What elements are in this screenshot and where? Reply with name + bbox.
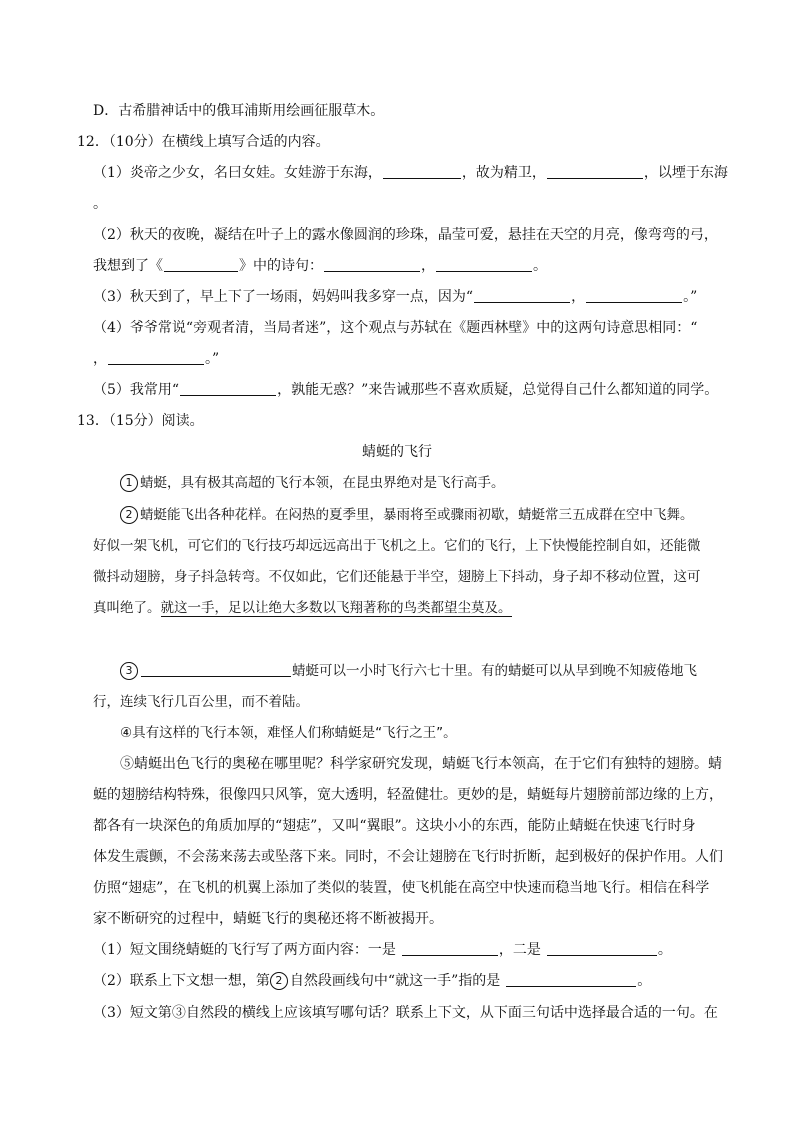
passage-paragraph-2-line4: 真叫绝了。就这一手，足以让绝大多数以飞翔著称的鸟类都望尘莫及。 xyxy=(93,600,512,616)
q12-item4-line2: ， 。” xyxy=(93,351,220,367)
answer-blank[interactable] xyxy=(547,940,657,956)
answer-blank[interactable] xyxy=(383,163,461,179)
passage-paragraph-2-line2: 好似一架飞机，可它们的飞行技巧却远远高出于飞机之上。它们的飞行，上下快慢能控制自如，还能微 xyxy=(93,538,701,554)
answer-blank[interactable] xyxy=(324,256,420,272)
passage-paragraph-3: 3 蜻蜓可以一小时飞行六七十里。有的蜻蜓可以从早到晚不知疲倦地飞 xyxy=(120,661,697,681)
answer-blank[interactable] xyxy=(108,349,204,365)
paragraph-number-badge: 2 xyxy=(120,506,138,524)
answer-blank[interactable] xyxy=(506,971,636,987)
q12-item1: （1）炎帝之少女，名曰女娃。女娃游于东海， ，故为精卫， ，以堙于东海 xyxy=(93,165,728,181)
answer-blank[interactable] xyxy=(164,256,238,272)
answer-blank[interactable] xyxy=(402,940,498,956)
passage-paragraph-5: ⑤蜻蜓出色飞行的奥秘在哪里呢？科学家研究发现，蜻蜓飞行本领高，在于它们有独特的翅膀。蜻 xyxy=(120,756,722,772)
q13-sub3: （3）短文第③自然段的横线上应该填写哪句话？联系上下文，从下面三句话中选择最合适的一句。在 xyxy=(93,1005,718,1021)
passage-paragraph-5-line4: 体发生震颤，不会荡来荡去或坠落下来。同时，不会让翅膀在飞行时折断，起到极好的保护作用。人们 xyxy=(93,849,723,865)
q13-sub2: （2）联系上下文想一想，第 2 自然段画线句中“就这一手”指的是 。 xyxy=(93,973,652,989)
answer-blank[interactable] xyxy=(547,163,643,179)
answer-blank[interactable] xyxy=(180,380,276,396)
passage-paragraph-3-line2: 行，连续飞行几百公里，而不着陆。 xyxy=(93,694,309,710)
q12-item1-end: 。 xyxy=(93,196,107,212)
q12-item4-line1: （4）爷爷常说“旁观者清，当局者迷”，这个观点与苏轼在《题西林壁》中的这两句诗意思相同：“ xyxy=(93,320,698,336)
q11-option-d: D．古希腊神话中的俄耳浦斯用绘画征服草木。 xyxy=(93,103,385,119)
q12-item5: （5）我常用“ ，孰能无惑？”来告诫那些不喜欢质疑，总觉得自己什么都知道的同学。 xyxy=(93,382,719,398)
passage-paragraph-5-line5: 仿照“翅痣”，在飞机的机翼上添加了类似的装置，使飞机能在高空中快速而稳当地飞行。相信在科学 xyxy=(93,880,710,896)
q13-header: 13．（15分）阅读。 xyxy=(77,413,204,429)
paragraph-number-badge: 2 xyxy=(270,972,288,990)
passage-paragraph-2: 2 蜻蜓能飞出各种花样。在闷热的夏季里，暴雨将至或骤雨初歇，蜻蜓常三五成群在空中飞舞。 xyxy=(120,505,694,525)
paragraph-number-badge: 3 xyxy=(120,662,138,680)
answer-blank[interactable] xyxy=(141,661,291,677)
q12-item2-line2: 我想到了《 》中的诗句： ， 。 xyxy=(93,258,547,274)
passage-paragraph-5-line6: 家不断研究的过程中，蜻蜓飞行的奥秘还将不断被揭开。 xyxy=(93,911,443,927)
paragraph-number-badge: 1 xyxy=(120,474,138,492)
q12-item3: （3）秋天到了，早上下了一场雨，妈妈叫我多穿一点，因为“ ， 。” xyxy=(93,289,698,305)
q12-header: 12．（10分）在横线上填写合适的内容。 xyxy=(77,134,330,150)
answer-blank[interactable] xyxy=(586,287,682,303)
passage-paragraph-4: ④具有这样的飞行本领，难怪人们称蜻蜓是“飞行之王”。 xyxy=(120,725,457,741)
q13-sub1: （1）短文围绕蜻蜓的飞行写了两方面内容：一是 ，二是 。 xyxy=(93,942,672,958)
answer-blank[interactable] xyxy=(474,287,570,303)
answer-blank[interactable] xyxy=(436,256,532,272)
passage-paragraph-1: 1 蜻蜓，具有极其高超的飞行本领，在昆虫界绝对是飞行高手。 xyxy=(120,473,505,493)
underlined-sentence: 就这一手，足以让绝大多数以飞翔著称的鸟类都望尘莫及。 xyxy=(160,600,512,616)
passage-paragraph-5-line2: 蜓的翅膀结构特殊，很像四只风筝，宽大透明，轻盈健壮。更妙的是，蜻蜓每片翅膀前部边缘的上方， xyxy=(93,787,723,803)
passage-title: 蜻蜓的飞行 xyxy=(362,444,432,460)
q12-item2-line1: （2）秋天的夜晚，凝结在叶子上的露水像圆润的珍珠，晶莹可爱，悬挂在天空的月亮，像弯弯的弓， xyxy=(93,227,718,243)
passage-paragraph-5-line3: 都各有一块深色的角质加厚的“翅痣”，又叫“翼眼”。这块小小的东西，能防止蜻蜓在快速飞行时身 xyxy=(93,818,696,834)
passage-paragraph-2-line3: 微抖动翅膀，身子抖急转弯。不仅如此，它们还能悬于半空，翅膀上下抖动，身子却不移动位置，这可 xyxy=(93,569,701,585)
